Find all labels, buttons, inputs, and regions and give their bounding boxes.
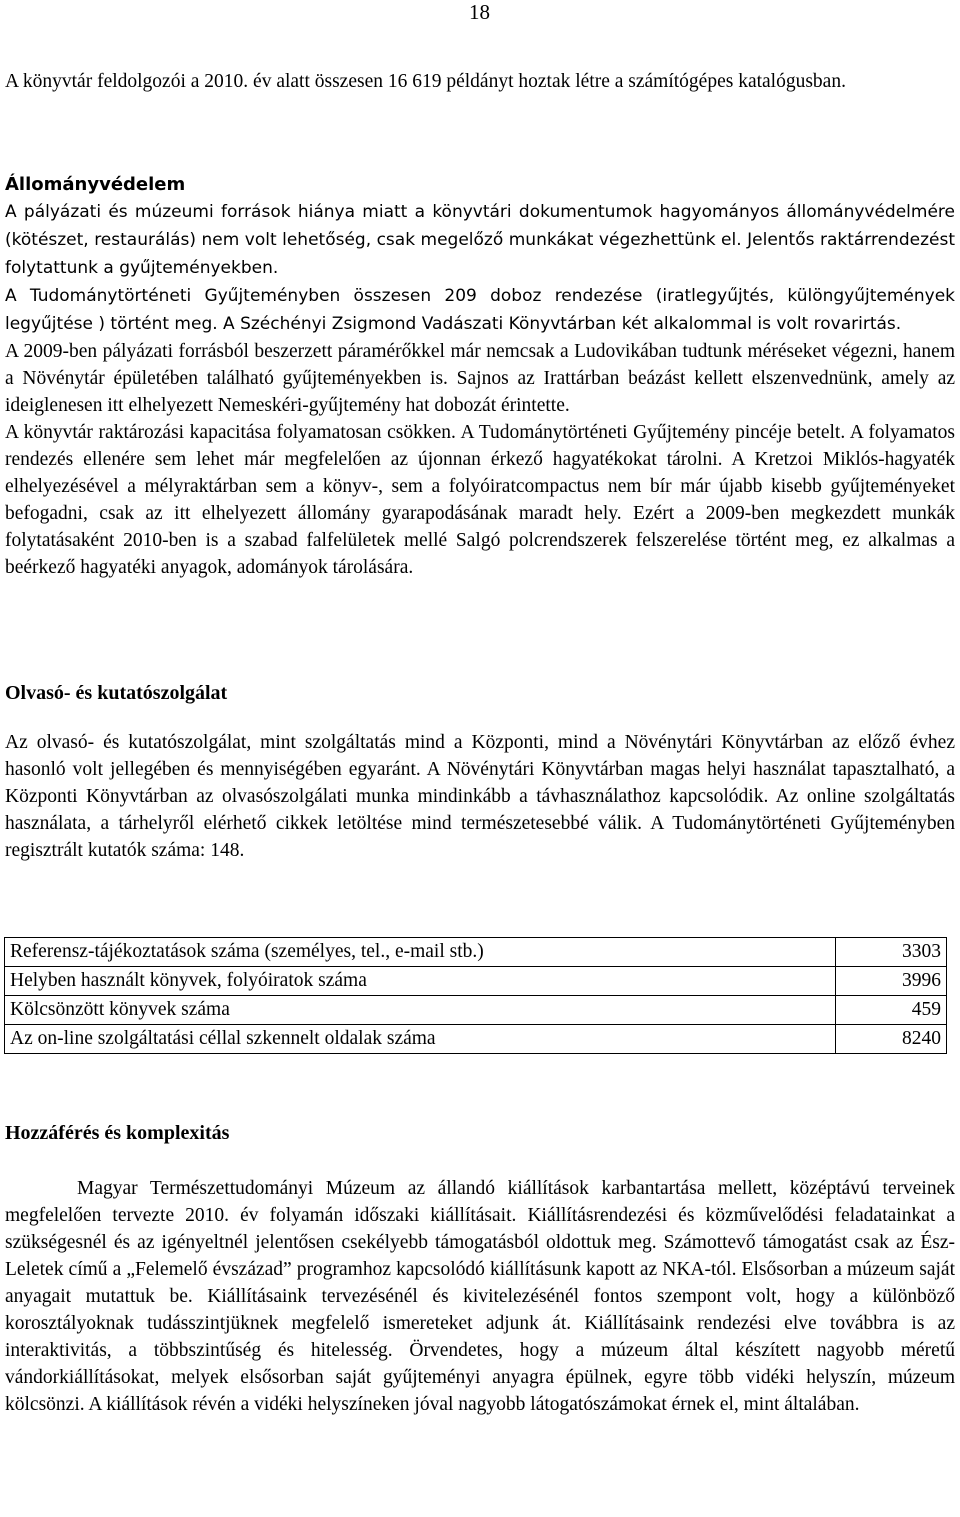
paragraph-text: A pályázati és múzeumi források hiánya miatt a könyvtári dokumentumok hagyományos állományvédelmére (kötészet, restaurálás) nem volt lehetőség, csak megelőző munkákat végezhettünk el. Jelentős raktárrendezést folytattunk a gyűjteményekben. bbox=[5, 202, 955, 278]
section-hozzaferes bbox=[5, 1120, 955, 1147]
table-cell-value: 3996 bbox=[836, 967, 947, 996]
intro-paragraph bbox=[5, 68, 955, 95]
paragraph-allomanyvedelem-2 bbox=[5, 282, 955, 338]
table-cell-label: Referensz-tájékoztatások száma (személyes, tel., e-mail stb.) bbox=[5, 938, 836, 967]
table-row bbox=[5, 996, 947, 1025]
section-heading-olvasoszolgalat: Olvasó- és kutatószolgálat bbox=[5, 682, 228, 704]
paragraph-allomanyvedelem-1 bbox=[5, 198, 955, 282]
paragraph-allomanyvedelem-2b: A 2009-ben pályázati forrásból beszerzett páramérőkkel már nemcsak a Ludovikában tudtunk méréseket végezni, hanem a Növénytár épületében található gyűjteményekben is. Sajnos az Irattárban beázást kellett elszenvednünk, amely az ideiglenesen itt elhelyezett Nemeskéri-gyűjtemény hat dobozát érintette. bbox=[5, 341, 955, 416]
section-olvasoszolgalat bbox=[5, 680, 955, 707]
table-cell-value: 459 bbox=[836, 996, 947, 1025]
table-row bbox=[5, 938, 947, 967]
paragraph-hozzaferes: Magyar Természettudományi Múzeum az állandó kiállítások karbantartása mellett, középtávú terveinek megfelelően tervezte 2010. év folyamán időszaki kiállításait. Kiállításrendezési és közművelődési feladatainkat a szükségesnél és az igényeltnél jelentősen csekélyebb támogatásból oldottuk meg. Számottevő támogatást csak az Ész-Leletek című a „Felemelő évszázad” programhoz kapcsolódó kiállításunk kapott az NKA-tól. Elsősorban a múzeum saját anyagait mutattuk be. Kiállításaink tervezésénél és kivitelezésénél fontos szempont volt, hogy a különböző korosztályoknak tudásszintjüknek megfelelő ismereteket adjunk át. Kiállításaink rendezési elve továbbra is az interaktivitás, a többszintűség és hitelesség. Örvendetes, hogy a múzeum által készített nagyobb méretű vándorkiállításokat, melyek elsősorban saját gyűjteményi anyagra épülnek, egyre több vidéki helyszín, múzeum kölcsönzi. A kiállítások révén a vidéki helyszíneken jóval nagyobb látogatószámokat érnek el, mint általában. bbox=[5, 1178, 955, 1415]
table-row bbox=[5, 967, 947, 996]
intro-text: A könyvtár feldolgozói a 2010. év alatt összesen 16 619 példányt hoztak létre a számítógépes katalógusban. bbox=[5, 71, 846, 92]
section-hozzaferes-body bbox=[5, 1175, 955, 1418]
paragraph-olvasoszolgalat: Az olvasó- és kutatószolgálat, mint szolgáltatás mind a Központi, mind a Növénytári Könyvtárban az előző évhez hasonló volt jellegében és mennyiségében egyaránt. A Növénytári Könyvtárban magas helyi használat tapasztalható, a Központi Könyvtárban az olvasószolgálati munka mindinkább a távhasználathoz kapcsolódik. Az online szolgáltatás használata, a tárhelyről elérhető cikkek letöltése mind természetesebbé válik. A Tudománytörténeti Gyűjteményben regisztrált kutatók száma: 148. bbox=[5, 732, 955, 861]
table-cell-label: Az on-line szolgáltatási céllal szkennelt oldalak száma bbox=[5, 1025, 836, 1054]
table-row bbox=[5, 1025, 947, 1054]
table-cell-value: 8240 bbox=[836, 1025, 947, 1054]
section-allomanyvedelem bbox=[5, 171, 955, 581]
paragraph-text: A Tudománytörténeti Gyűjteményben összesen 209 doboz rendezése (iratlegyűjtés, különgyűjtemények legyűjtése ) történt meg. A Széchényi Zsigmond Vadászati Könyvtárban két alkalommal is volt rovarirtás. bbox=[5, 286, 955, 334]
table-cell-label: Helyben használt könyvek, folyóiratok száma bbox=[5, 967, 836, 996]
section-heading-allomanyvedelem: Állományvédelem bbox=[5, 174, 186, 195]
section-heading-hozzaferes: Hozzáférés és komplexitás bbox=[5, 1122, 230, 1144]
stats-table bbox=[4, 937, 947, 1054]
table-cell-value: 3303 bbox=[836, 938, 947, 967]
paragraph-allomanyvedelem-3: A könyvtár raktározási kapacitása folyamatosan csökken. A Tudománytörténeti Gyűjtemény pincéje betelt. A folyamatos rendezés ellenére sem lehet már megfelelően az újonnan érkező hagyatékokat tárolni. A Kretzoi Miklós-hagyaték elhelyezésével a mélyraktárban sem a könyv-, sem a folyóiratcompactus nem bír már újabb kisebb gyűjteményeket befogadni, csak az itt elhelyezett állomány gyarapodásának maradt hely. Ezért a 2009-ben megkezdett munkák folytatásaként 2010-ben is a szabad falfelületek mellé Salgó polcrendszerek felszerelése történt meg, ez alkalmas a beérkező hagyatéki anyagok, adományok tárolására. bbox=[5, 422, 955, 578]
section-olvasoszolgalat-body bbox=[5, 729, 955, 864]
table-cell-label: Kölcsönzött könyvek száma bbox=[5, 996, 836, 1025]
page-number: 18 bbox=[469, 0, 490, 24]
